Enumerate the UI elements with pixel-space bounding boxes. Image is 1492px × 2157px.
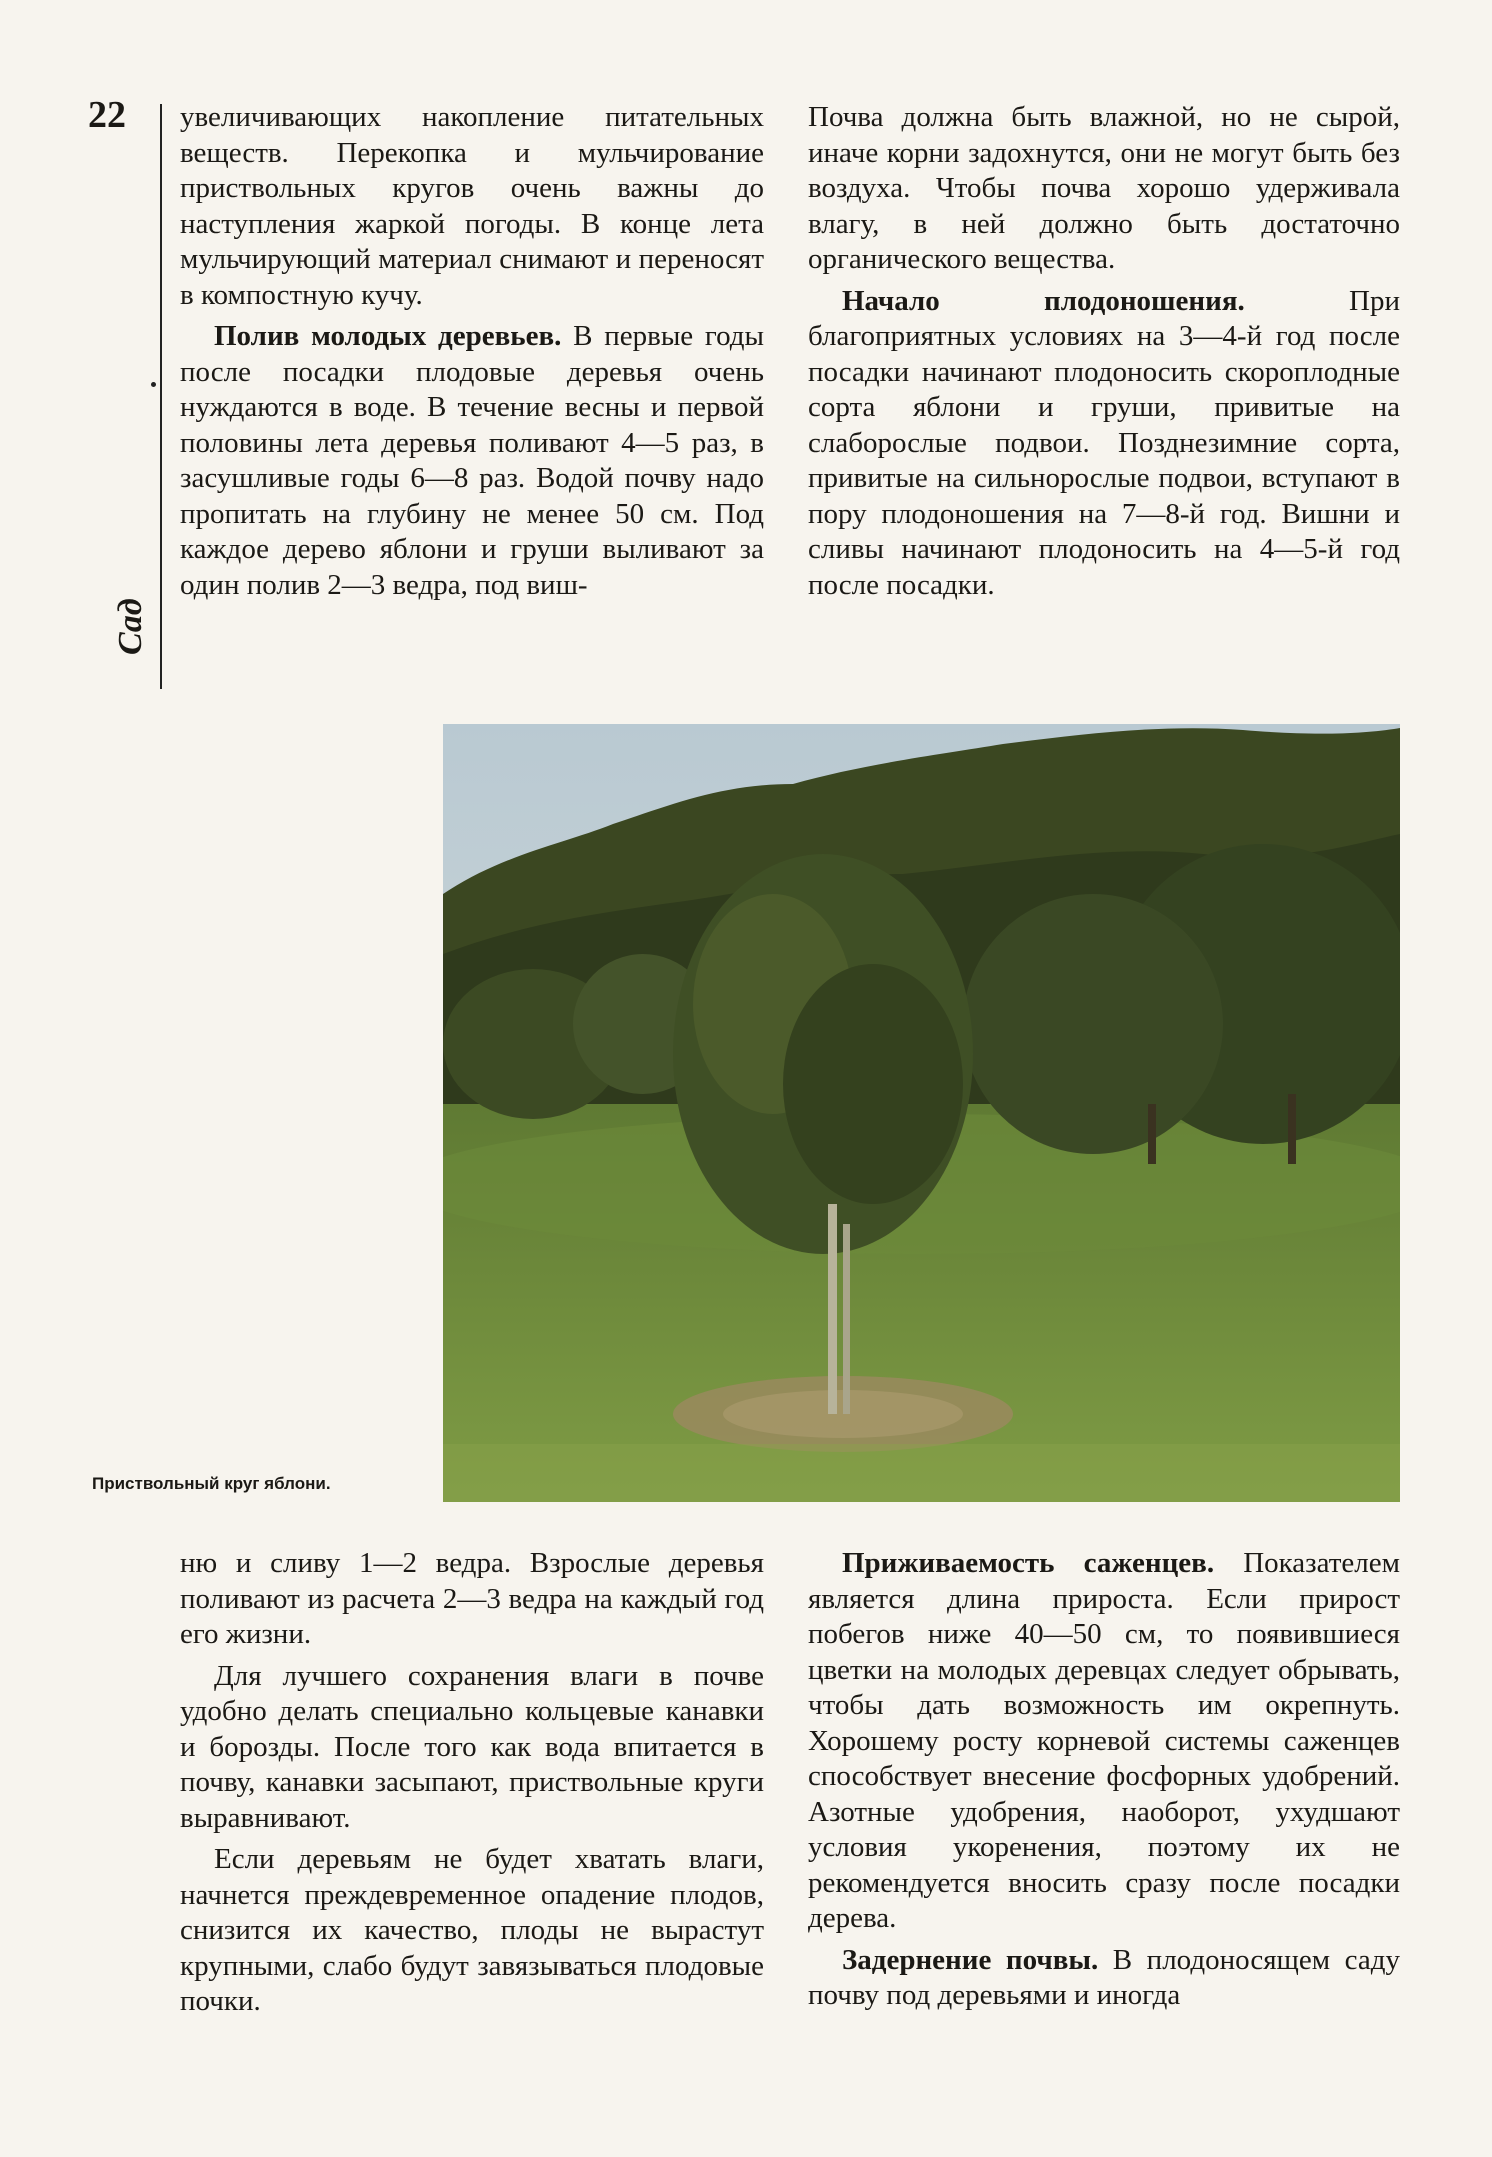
paragraph: увеличивающих накопление питательных веществ. Перекопка и мульчирование приствольных кругов очень важны до наступления жаркой погоды. В конце лета мульчирующий материал снимают и переносят в компостную кучу.	[180, 101, 764, 311]
figure-caption: Приствольный круг яблони.	[92, 1474, 331, 1493]
column-bottom-left	[180, 1546, 764, 2020]
column-top-left	[180, 100, 764, 603]
margin-rule	[160, 104, 162, 689]
paragraph-heading: Полив молодых деревьев.	[214, 320, 562, 352]
paragraph-body: При благоприятных условиях на 3—4-й год после посадки начинают плодоносить скороплодные сорта яблони и груши, привитые на слаборослые подвои. Позднезимние сорта, привитые на сильнорослые подвои, вступают в пору плодоношения на 7—8-й год. Вишни и сливы начинают плодоносить на 4—5-й год после посадки.	[808, 284, 1401, 601]
page-number: 22	[88, 94, 126, 136]
paragraph-heading: Приживаемость саженцев.	[842, 1547, 1215, 1579]
section-label: Сад	[112, 598, 149, 655]
paragraph	[808, 1546, 1400, 1937]
paragraph: ню и сливу 1—2 ведра. Взрослые деревья поливают из расчета 2—3 ведра на каждый год его жизни.	[180, 1547, 764, 1650]
paragraph	[808, 1943, 1400, 2014]
column-top-right	[808, 100, 1400, 603]
paragraph: Если деревьям не будет хватать влаги, начнется преждевременное опадение плодов, снизится их качество, плоды не вырастут крупными, слабо будут завязываться плодовые почки.	[180, 1843, 764, 2017]
paragraph-body: Показателем является длина прироста. Если прирост побегов ниже 40—50 см, то появившиеся цветки на молодых деревцах следует обрывать, чтобы дать возможность им окрепнуть. Хорошему росту корневой системы саженцев способствует внесение фосфорных удобрений. Азотные удобрения, наоборот, ухудшают условия укоренения, поэтому их не рекомендуется вносить сразу после посадки дерева.	[808, 1547, 1400, 1934]
orchard-photo	[443, 724, 1400, 1502]
paragraph-body: В первые годы после посадки плодовые деревья очень нуждаются в воде. В течение весны и первой половины лета деревья поливают 4—5 раз, в засушливые годы 6—8 раз. Водой почву надо пропитать на глубину не менее 50 см. Под каждое дерево яблони и груши выливают за один полив 2—3 ведра, под виш-	[180, 320, 765, 601]
paragraph	[180, 319, 764, 603]
paragraph: Для лучшего сохранения влаги в почве удобно делать специально кольцевые канавки и борозды. После того как вода впитается в почву, канавки засыпают, приствольные круги выравнивают.	[180, 1659, 764, 1834]
paragraph-body: В плодоносящем саду почву под деревьями и иногда	[808, 1943, 1400, 2011]
paragraph	[808, 284, 1400, 604]
paragraph-heading: Задернение почвы.	[842, 1943, 1099, 1976]
margin-dot	[151, 382, 156, 387]
column-bottom-right	[808, 1546, 1400, 2014]
paragraph-heading: Начало плодоношения.	[842, 284, 1245, 317]
paragraph: Почва должна быть влажной, но не сырой, иначе корни задохнутся, они не могут быть без воздуха. Чтобы почва хорошо удерживала влагу, в ней должно быть достаточно органического вещества.	[808, 101, 1400, 275]
